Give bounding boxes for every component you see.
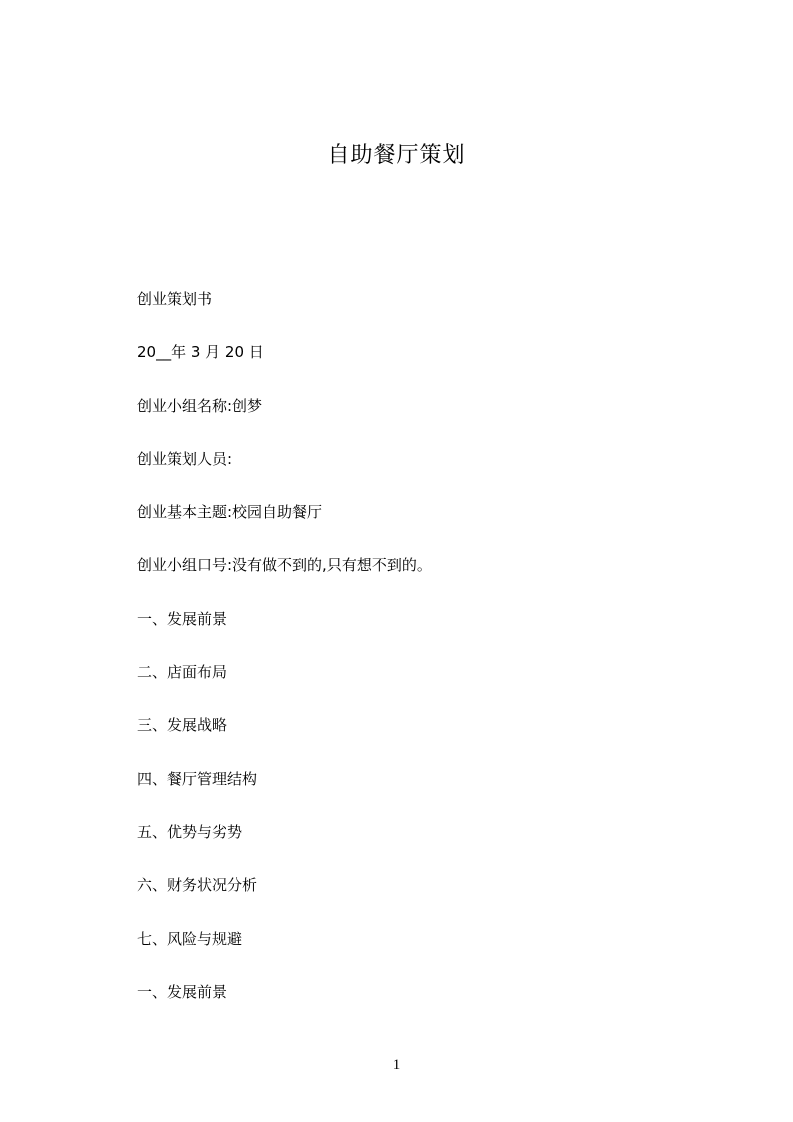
theme-line: 创业基本主题:校园自助餐厅 xyxy=(137,503,323,522)
toc-item: 三、发展战略 xyxy=(137,716,228,735)
toc-item: 七、风险与规避 xyxy=(137,929,243,948)
section-heading: 一、发展前景 xyxy=(137,982,228,1001)
toc-item: 二、店面布局 xyxy=(137,663,228,682)
document-body xyxy=(137,288,697,1034)
subtitle-line: 创业策划书 xyxy=(137,290,213,308)
toc-item: 五、优势与劣势 xyxy=(137,822,243,841)
toc-item: 六、财务状况分析 xyxy=(137,876,258,895)
slogan-line: 创业小组口号:没有做不到的,只有想不到的。 xyxy=(137,556,432,575)
team-name-line: 创业小组名称:创梦 xyxy=(137,396,263,415)
date-line: 20__年 3 月 20 日 xyxy=(137,343,264,362)
toc-item: 一、发展前景 xyxy=(137,609,228,628)
page-number: 1 xyxy=(392,1057,401,1073)
document-title: 自助餐厅策划 xyxy=(327,143,466,168)
toc-item: 四、餐厅管理结构 xyxy=(137,769,258,788)
planners-line: 创业策划人员: xyxy=(137,449,233,468)
